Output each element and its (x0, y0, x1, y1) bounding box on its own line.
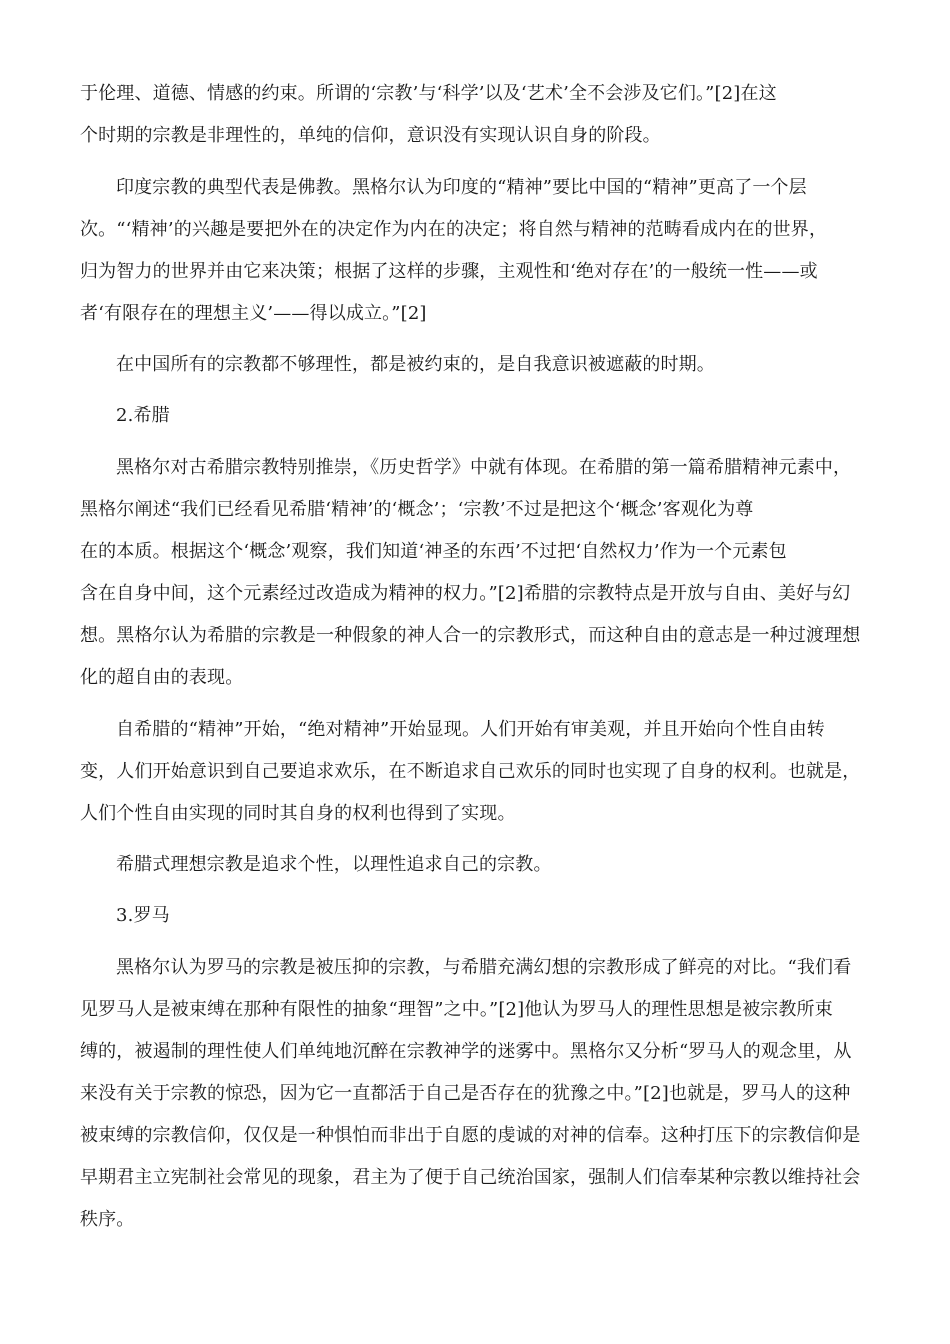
section-heading: 3.罗马 (116, 905, 170, 926)
paragraph-line: 者‘有限存在的理想主义’——得以成立。”[2] (80, 303, 427, 324)
paragraph-line: 次。“‘精神’的兴趣是要把外在的决定作为内在的决定；将自然与精神的范畴看成内在的世界， (80, 219, 828, 240)
paragraph-line: 在的本质。根据这个‘概念’观察，我们知道‘神圣的东西’不过把‘自然权力’作为一个元素包 (80, 541, 787, 562)
paragraph-line: 早期君主立宪制社会常见的现象，君主为了便于自己统治国家，强制人们信奉某种宗教以维持社会 (80, 1167, 861, 1188)
paragraph-line: 黑格尔对古希腊宗教特别推崇，《历史哲学》中就有体现。在希腊的第一篇希腊精神元素中， (116, 457, 852, 478)
paragraph-line: 想。黑格尔认为希腊的宗教是一种假象的神人合一的宗教形式，而这种自由的意志是一种过渡理想 (80, 625, 861, 646)
paragraph-line: 缚的，被遏制的理性使人们单纯地沉醉在宗教神学的迷雾中。黑格尔又分析“罗马人的观念里，从 (80, 1041, 852, 1062)
paragraph-line: 个时期的宗教是非理性的，单纯的信仰，意识没有实现认识自身的阶段。 (80, 125, 661, 146)
paragraph-line: 来没有关于宗教的惊恐，因为它一直都活于自己是否存在的犹豫之中。”[2]也就是，罗马人的这种 (80, 1083, 851, 1104)
paragraph-line: 印度宗教的典型代表是佛教。黑格尔认为印度的“精神”要比中国的“精神”更高了一个层 (116, 177, 807, 198)
paragraph-line: 于伦理、道德、情感的约束。所谓的‘宗教’与‘科学’以及‘艺术’全不会涉及它们。”[2]在这 (80, 83, 777, 104)
paragraph-line: 自希腊的“精神”开始，“绝对精神”开始显现。人们开始有审美观，并且开始向个性自由转 (116, 719, 825, 740)
paragraph-line: 变，人们开始意识到自己要追求欢乐，在不断追求自己欢乐的同时也实现了自身的权利。也就是， (80, 761, 861, 782)
paragraph-line: 归为智力的世界并由它来决策；根据了这样的步骤，主观性和‘绝对存在’的一般统一性——或 (80, 261, 818, 282)
paragraph-line: 化的超自由的表现。 (80, 667, 244, 688)
paragraph-line: 见罗马人是被束缚在那种有限性的抽象“理智”之中。”[2]他认为罗马人的理性思想是被宗教所束 (80, 999, 833, 1020)
paragraph-line: 黑格尔阐述“我们已经看见希腊‘精神’的‘概念’；‘宗教’不过是把这个‘概念’客观化为尊 (80, 499, 754, 520)
paragraph-line: 被束缚的宗教信仰，仅仅是一种惧怕而非出于自愿的虔诚的对神的信奉。这种打压下的宗教信仰是 (80, 1125, 861, 1146)
paragraph-line: 黑格尔认为罗马的宗教是被压抑的宗教，与希腊充满幻想的宗教形成了鲜亮的对比。“我们看 (116, 957, 852, 978)
section-heading: 2.希腊 (116, 405, 170, 426)
paragraph-line: 在中国所有的宗教都不够理性，都是被约束的，是自我意识被遮蔽的时期。 (116, 354, 715, 375)
paragraph-line: 秩序。 (80, 1209, 135, 1230)
paragraph-line: 人们个性自由实现的同时其自身的权利也得到了实现。 (80, 803, 516, 824)
paragraph-line: 含在自身中间，这个元素经过改造成为精神的权力。”[2]希腊的宗教特点是开放与自由、美好与幻 (80, 583, 851, 604)
paragraph-line: 希腊式理想宗教是追求个性，以理性追求自己的宗教。 (116, 854, 552, 875)
